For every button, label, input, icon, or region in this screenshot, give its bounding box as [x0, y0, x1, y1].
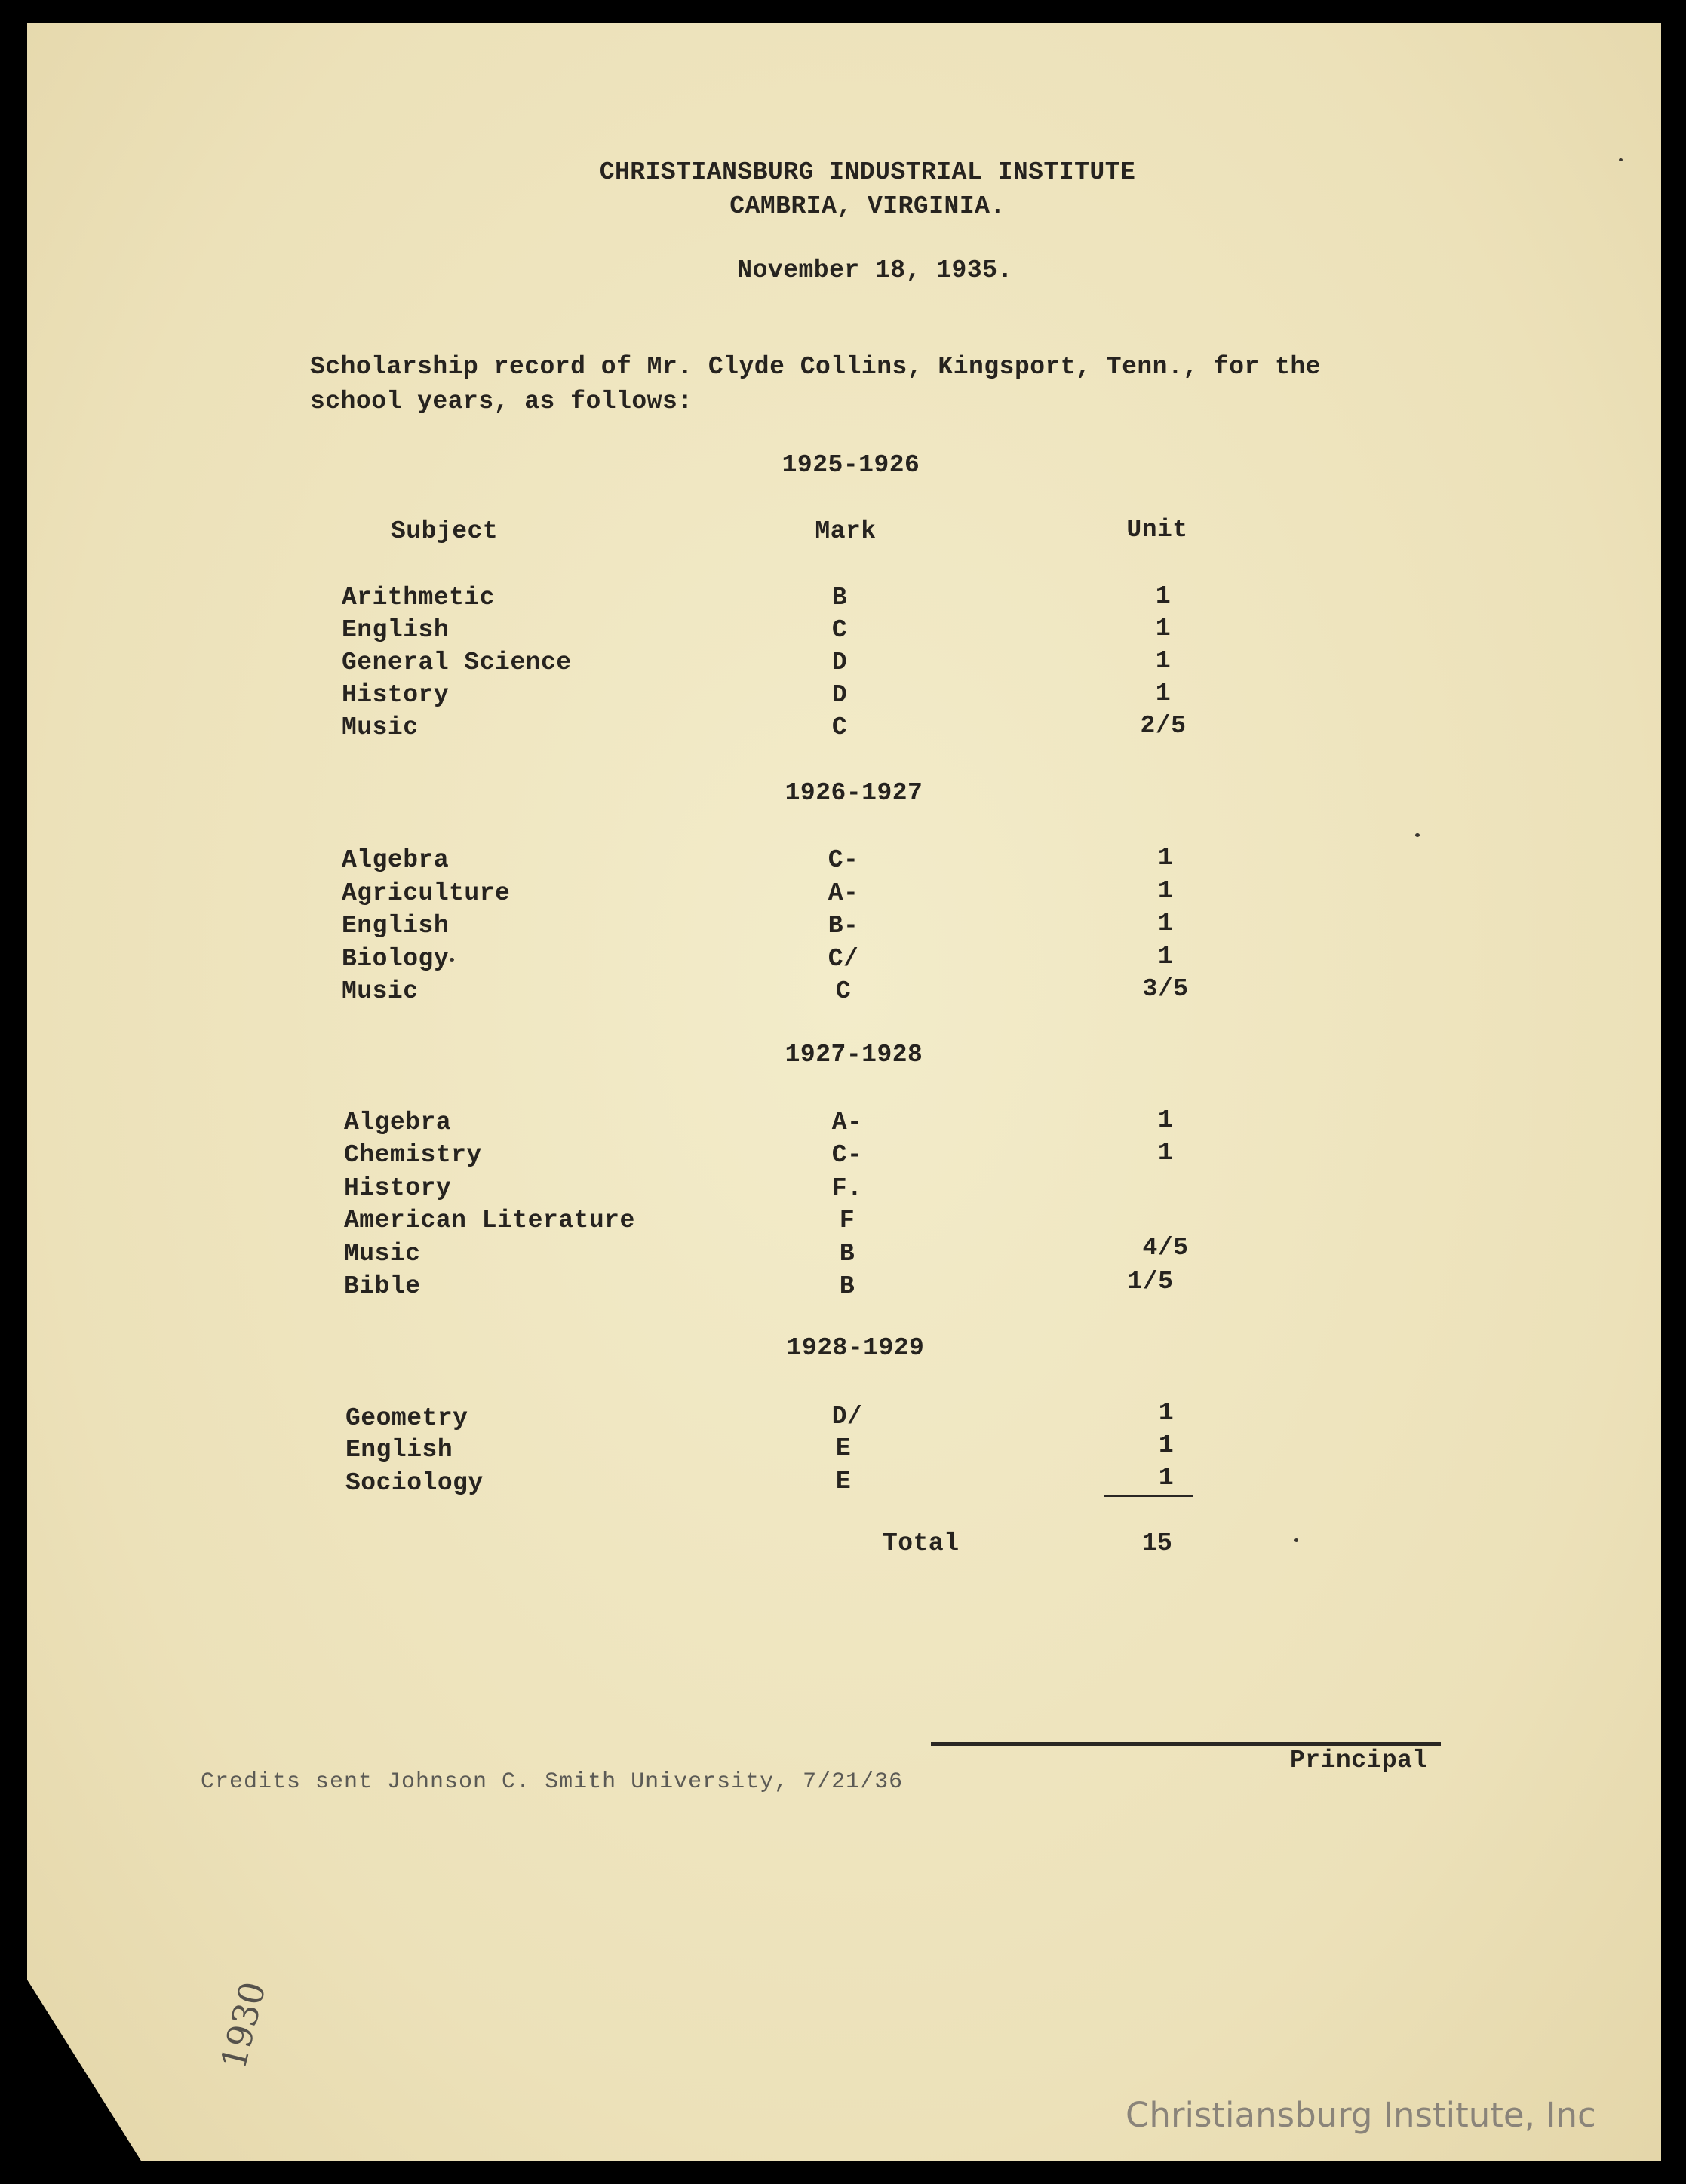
row-mark: A- [828, 879, 859, 907]
row-unit: 1 [1158, 1464, 1175, 1492]
row-unit: 3/5 [1142, 975, 1189, 1003]
row-subject: English [345, 1436, 453, 1464]
row-subject: Biology [342, 945, 450, 973]
paper-speck [1619, 158, 1623, 161]
row-unit: 1 [1157, 1106, 1174, 1134]
pencil-annotation: 1930 [213, 1977, 274, 2074]
column-header-unit: Unit [1126, 516, 1188, 544]
row-unit: 4/5 [1142, 1234, 1189, 1262]
row-unit: 1 [1157, 877, 1174, 905]
total-value: 15 [1141, 1529, 1173, 1557]
row-unit: 1 [1157, 943, 1174, 971]
row-subject: General Science [342, 649, 572, 676]
letterhead [600, 160, 1136, 219]
paper-speck [450, 958, 454, 962]
row-subject: Bible [344, 1272, 421, 1300]
watermark: Christiansburg Institute, Inc [1126, 2095, 1596, 2135]
row-mark: A- [831, 1109, 863, 1136]
row-subject: Music [342, 977, 419, 1005]
row-unit: 1 [1155, 582, 1172, 610]
row-mark: F [839, 1207, 855, 1235]
row-subject: Sociology [345, 1469, 484, 1497]
year-heading: 1928-1929 [786, 1334, 925, 1362]
row-subject: Algebra [342, 846, 450, 874]
paper-speck [1415, 833, 1420, 837]
institution-location: CAMBRIA, VIRGINIA. [729, 192, 1006, 220]
row-subject: Music [342, 713, 419, 741]
row-mark: C [831, 616, 848, 644]
total-label: Total [883, 1529, 960, 1557]
row-unit: 1 [1157, 1139, 1174, 1167]
row-mark: C [831, 713, 848, 741]
document-paper [27, 23, 1661, 2161]
paper-speck [1294, 1538, 1298, 1542]
row-mark: D [831, 681, 848, 709]
row-subject: Arithmetic [342, 584, 496, 612]
column-header-subject: Subject [391, 517, 499, 545]
row-subject: History [342, 681, 450, 709]
row-unit: 1 [1155, 615, 1172, 643]
row-subject: Geometry [345, 1404, 468, 1432]
row-unit: 1 [1157, 909, 1174, 937]
row-subject: Music [344, 1240, 421, 1268]
signature-title: Principal [1290, 1747, 1428, 1774]
row-mark: E [835, 1468, 852, 1495]
row-mark: C [835, 977, 852, 1005]
row-mark: B- [828, 912, 859, 940]
row-subject: English [342, 616, 450, 644]
column-header-mark: Mark [815, 517, 877, 545]
row-mark: B [831, 584, 848, 612]
year-heading: 1925-1926 [782, 451, 920, 479]
row-mark: C- [831, 1141, 863, 1169]
row-unit: 1 [1155, 647, 1172, 675]
row-unit: 1 [1157, 844, 1174, 872]
row-mark: B [839, 1240, 855, 1268]
intro-line-2: school years, as follows: [310, 388, 693, 416]
row-subject: Agriculture [342, 879, 511, 907]
row-mark: D/ [831, 1403, 863, 1431]
year-heading: 1926-1927 [785, 779, 923, 807]
row-subject: Algebra [344, 1109, 452, 1136]
row-unit: 1 [1158, 1399, 1175, 1427]
year-heading: 1927-1928 [785, 1041, 923, 1069]
row-subject: American Literature [344, 1207, 635, 1235]
credits-note: Credits sent Johnson C. Smith University, 7/21/36 [201, 1769, 904, 1795]
row-unit: 1 [1158, 1431, 1175, 1459]
row-mark: D [831, 649, 848, 676]
row-subject: English [342, 912, 450, 940]
document-date: November 18, 1935. [737, 256, 1013, 284]
row-mark: C- [828, 846, 859, 874]
row-unit: 1 [1155, 679, 1172, 707]
row-mark: F. [831, 1174, 863, 1202]
row-subject: Chemistry [344, 1141, 482, 1169]
institution-name: CHRISTIANSBURG INDUSTRIAL INSTITUTE [599, 158, 1136, 186]
total-rule [1104, 1495, 1193, 1497]
row-subject: History [344, 1174, 452, 1202]
intro-line-1: Scholarship record of Mr. Clyde Collins, Kingsport, Tenn., for the [310, 353, 1322, 381]
row-mark: C/ [828, 945, 859, 973]
row-mark: B [839, 1272, 855, 1300]
row-unit: 2/5 [1140, 712, 1187, 740]
row-mark: E [835, 1434, 852, 1462]
row-unit: 1/5 [1127, 1268, 1174, 1296]
signature-line [931, 1742, 1441, 1746]
